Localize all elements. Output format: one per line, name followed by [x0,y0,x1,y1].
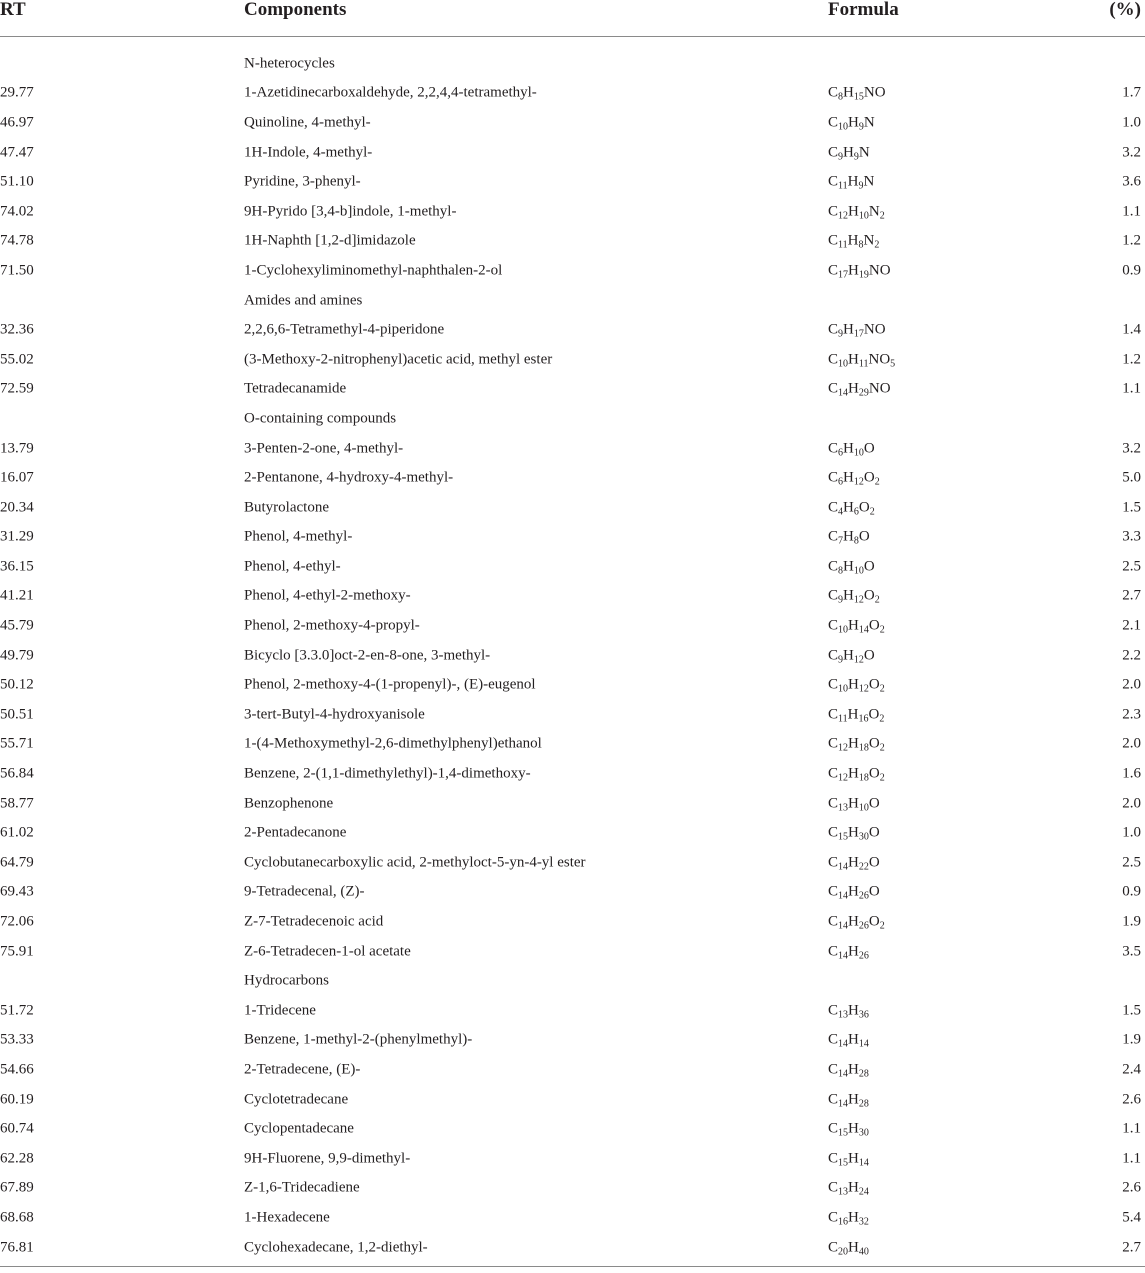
percent-cell: 1.5 [1122,499,1141,516]
rt-cell: 36.15 [0,558,34,575]
component-cell: Tetradecanamide [244,380,347,397]
component-cell: (3-Methoxy-2-nitrophenyl)acetic acid, methyl ester [244,351,553,368]
table-row [0,493,1145,523]
header-formula: Formula [828,0,899,20]
rt-cell: 49.79 [0,647,34,664]
rt-cell: 55.71 [0,735,34,752]
percent-cell: 1.0 [1122,824,1141,841]
table-row [0,1233,1145,1263]
rt-cell: 69.43 [0,883,34,900]
section-row [0,49,1145,79]
component-cell: 2-Pentadecanone [244,824,347,841]
component-cell: Cyclotetradecane [244,1091,349,1108]
table-row [0,227,1145,257]
percent-cell: 2.1 [1122,617,1141,634]
section-row [0,404,1145,434]
table-row [0,582,1145,612]
component-cell: Bicyclo [3.3.0]oct-2-en-8-one, 3-methyl- [244,647,491,664]
table-row [0,759,1145,789]
table-row [0,434,1145,464]
formula-cell: $C_{14}H_{22}O$ [828,854,880,873]
formula-cell: $C_7H_8O$ [828,528,870,547]
rt-cell: 13.79 [0,440,34,457]
percent-cell: 1.6 [1122,765,1141,782]
component-cell: 1H-Naphth [1,2-d]imidazole [244,232,416,249]
table-row [0,611,1145,641]
percent-cell: 1.2 [1122,232,1141,249]
component-cell: 2-Tetradecene, (E)- [244,1061,361,1078]
rt-cell: 61.02 [0,824,34,841]
component-cell: Z-1,6-Tridecadiene [244,1179,360,1196]
percent-cell: 1.1 [1122,203,1141,220]
formula-cell: $C_{14}H_{29}NO$ [828,380,891,399]
rt-cell: 51.10 [0,173,34,190]
percent-cell: 2.7 [1122,587,1141,604]
component-cell: 1H-Indole, 4-methyl- [244,144,373,161]
percent-cell: 5.0 [1122,469,1141,486]
rt-cell: 41.21 [0,587,34,604]
rt-cell: 51.72 [0,1002,34,1019]
rt-cell: 31.29 [0,528,34,545]
formula-cell: $C_{12}H_{18}O_2$ [828,735,885,754]
formula-cell: $C_{12}H_{18}O_2$ [828,765,885,784]
formula-cell: $C_{14}H_{26}$ [828,943,869,962]
table-row [0,256,1145,286]
formula-cell: $C_{13}H_{36}$ [828,1002,869,1021]
component-cell: 9H-Pyrido [3,4-b]indole, 1-methyl- [244,203,457,220]
percent-cell: 3.3 [1122,528,1141,545]
rt-cell: 50.51 [0,706,34,723]
header-percent: (%) [1109,0,1141,20]
formula-cell: $C_{13}H_{10}O$ [828,795,880,814]
component-cell: 1-Hexadecene [244,1209,330,1226]
formula-cell: $C_{10}H_9N$ [828,114,875,133]
component-cell: 1-Azetidinecarboxaldehyde, 2,2,4,4-tetramethyl- [244,84,537,101]
formula-cell: $C_{15}H_{30}$ [828,1120,869,1139]
table-row [0,848,1145,878]
rt-cell: 20.34 [0,499,34,516]
component-cell: Phenol, 2-methoxy-4-(1-propenyl)-, (E)-eugenol [244,676,536,693]
component-cell: Benzene, 1-methyl-2-(phenylmethyl)- [244,1031,473,1048]
component-cell: Phenol, 4-ethyl- [244,558,341,575]
table-row [0,730,1145,760]
component-cell: Cyclohexadecane, 1,2-diethyl- [244,1239,428,1256]
component-cell: Cyclobutanecarboxylic acid, 2-methyloct-5-yn-4-yl ester [244,854,586,871]
rt-cell: 72.59 [0,380,34,397]
percent-cell: 3.6 [1122,173,1141,190]
table-row [0,315,1145,345]
section-label: O-containing compounds [244,410,397,427]
formula-cell: $C_8H_{15}NO$ [828,84,886,103]
rt-cell: 45.79 [0,617,34,634]
percent-cell: 1.2 [1122,351,1141,368]
percent-cell: 0.9 [1122,883,1141,900]
section-row [0,286,1145,316]
table-row [0,641,1145,671]
formula-cell: $C_9H_9N$ [828,144,870,163]
component-cell: 1-(4-Methoxymethyl-2,6-dimethylphenyl)ethanol [244,735,542,752]
table-row [0,167,1145,197]
component-cell: Pyridine, 3-phenyl- [244,173,361,190]
formula-cell: $C_6H_{10}O$ [828,440,875,459]
section-label: N-heterocycles [244,55,335,72]
formula-cell: $C_8H_{10}O$ [828,558,875,577]
table-row [0,1174,1145,1204]
table-body [0,49,1145,1262]
component-cell: Phenol, 4-ethyl-2-methoxy- [244,587,411,604]
percent-cell: 3.2 [1122,440,1141,457]
percent-cell: 5.4 [1122,1209,1141,1226]
formula-cell: $C_{15}H_{14}$ [828,1150,869,1169]
rt-cell: 71.50 [0,262,34,279]
rt-cell: 16.07 [0,469,34,486]
percent-cell: 2.6 [1122,1179,1141,1196]
table-row [0,996,1145,1026]
formula-cell: $C_{14}H_{26}O_2$ [828,913,885,932]
component-cell: 9H-Fluorene, 9,9-dimethyl- [244,1150,411,1167]
percent-cell: 2.7 [1122,1239,1141,1256]
rt-cell: 75.91 [0,943,34,960]
table-row [0,1085,1145,1115]
table-row [0,878,1145,908]
table-row [0,79,1145,109]
rt-cell: 32.36 [0,321,34,338]
percent-cell: 2.0 [1122,735,1141,752]
formula-cell: $C_{13}H_{24}$ [828,1179,869,1198]
formula-cell: $C_6H_{12}O_2$ [828,469,880,488]
table-row [0,552,1145,582]
component-cell: Phenol, 2-methoxy-4-propyl- [244,617,420,634]
table-row [0,108,1145,138]
component-cell: Cyclopentadecane [244,1120,354,1137]
header-components: Components [244,0,347,20]
percent-cell: 1.0 [1122,114,1141,131]
rt-cell: 47.47 [0,144,34,161]
component-cell: Z-7-Tetradecenoic acid [244,913,384,930]
percent-cell: 2.4 [1122,1061,1141,1078]
table-row [0,1203,1145,1233]
percent-cell: 1.5 [1122,1002,1141,1019]
rt-cell: 60.74 [0,1120,34,1137]
rt-cell: 74.02 [0,203,34,220]
percent-cell: 1.9 [1122,1031,1141,1048]
formula-cell: $C_{11}H_9N$ [828,173,875,192]
component-cell: 3-tert-Butyl-4-hydroxyanisole [244,706,425,723]
formula-cell: $C_{12}H_{10}N_2$ [828,203,885,222]
table-row [0,907,1145,937]
rt-cell: 54.66 [0,1061,34,1078]
component-cell: Benzophenone [244,795,334,812]
rt-cell: 56.84 [0,765,34,782]
bottom-rule [0,1266,1145,1267]
formula-cell: $C_{11}H_{16}O_2$ [828,706,885,725]
formula-cell: $C_{11}H_8N_2$ [828,232,880,251]
percent-cell: 2.3 [1122,706,1141,723]
percent-cell: 3.5 [1122,943,1141,960]
table-row [0,789,1145,819]
section-row [0,966,1145,996]
percent-cell: 2.5 [1122,558,1141,575]
formula-cell: $C_{10}H_{11}NO_5$ [828,351,896,370]
table-row [0,138,1145,168]
rt-cell: 58.77 [0,795,34,812]
percent-cell: 2.6 [1122,1091,1141,1108]
rt-cell: 62.28 [0,1150,34,1167]
rt-cell: 60.19 [0,1091,34,1108]
rt-cell: 64.79 [0,854,34,871]
formula-cell: $C_{14}H_{14}$ [828,1031,869,1050]
formula-cell: $C_{10}H_{14}O_2$ [828,617,885,636]
formula-cell: $C_{10}H_{12}O_2$ [828,676,885,695]
component-cell: Quinoline, 4-methyl- [244,114,371,131]
table-row [0,345,1145,375]
table-row [0,1055,1145,1085]
component-cell: Z-6-Tetradecen-1-ol acetate [244,943,411,960]
rt-cell: 55.02 [0,351,34,368]
percent-cell: 1.9 [1122,913,1141,930]
formula-cell: $C_9H_{12}O$ [828,647,875,666]
percent-cell: 1.4 [1122,321,1141,338]
formula-cell: $C_9H_{12}O_2$ [828,587,880,606]
rt-cell: 53.33 [0,1031,34,1048]
rt-cell: 74.78 [0,232,34,249]
rt-cell: 67.89 [0,1179,34,1196]
table-row [0,700,1145,730]
rt-cell: 29.77 [0,84,34,101]
header-rt: RT [0,0,26,20]
percent-cell: 2.0 [1122,795,1141,812]
formula-cell: $C_{15}H_{30}O$ [828,824,880,843]
rt-cell: 68.68 [0,1209,34,1226]
component-cell: 1-Cyclohexyliminomethyl-naphthalen-2-ol [244,262,503,279]
formula-cell: $C_{14}H_{26}O$ [828,883,880,902]
table-row [0,523,1145,553]
percent-cell: 1.7 [1122,84,1141,101]
component-cell: 2,2,6,6-Tetramethyl-4-piperidone [244,321,445,338]
formula-cell: $C_{14}H_{28}$ [828,1091,869,1110]
formula-cell: $C_4H_6O_2$ [828,499,875,518]
formula-cell: $C_9H_{17}NO$ [828,321,886,340]
percent-cell: 3.2 [1122,144,1141,161]
percent-cell: 0.9 [1122,262,1141,279]
table-row [0,197,1145,227]
rt-cell: 76.81 [0,1239,34,1256]
formula-cell: $C_{14}H_{28}$ [828,1061,869,1080]
formula-cell: $C_{20}H_{40}$ [828,1239,869,1258]
percent-cell: 1.1 [1122,1120,1141,1137]
percent-cell: 1.1 [1122,380,1141,397]
percent-cell: 2.5 [1122,854,1141,871]
percent-cell: 2.0 [1122,676,1141,693]
table-row [0,670,1145,700]
component-cell: 9-Tetradecenal, (Z)- [244,883,365,900]
formula-cell: $C_{16}H_{32}$ [828,1209,869,1228]
rt-cell: 50.12 [0,676,34,693]
component-cell: 3-Penten-2-one, 4-methyl- [244,440,404,457]
section-label: Amides and amines [244,292,363,309]
formula-cell: $C_{17}H_{19}NO$ [828,262,891,281]
table-row [0,1026,1145,1056]
table-row [0,818,1145,848]
component-cell: Phenol, 4-methyl- [244,528,353,545]
table-row [0,463,1145,493]
component-cell: Butyrolactone [244,499,329,516]
rt-cell: 46.97 [0,114,34,131]
percent-cell: 1.1 [1122,1150,1141,1167]
component-cell: 2-Pentanone, 4-hydroxy-4-methyl- [244,469,454,486]
table-row [0,375,1145,405]
component-cell: Benzene, 2-(1,1-dimethylethyl)-1,4-dimethoxy- [244,765,531,782]
table-header [0,0,1145,37]
component-cell: 1-Tridecene [244,1002,316,1019]
section-label: Hydrocarbons [244,972,329,989]
rt-cell: 72.06 [0,913,34,930]
table-row [0,1144,1145,1174]
percent-cell: 2.2 [1122,647,1141,664]
table-row [0,1114,1145,1144]
table-row [0,937,1145,967]
